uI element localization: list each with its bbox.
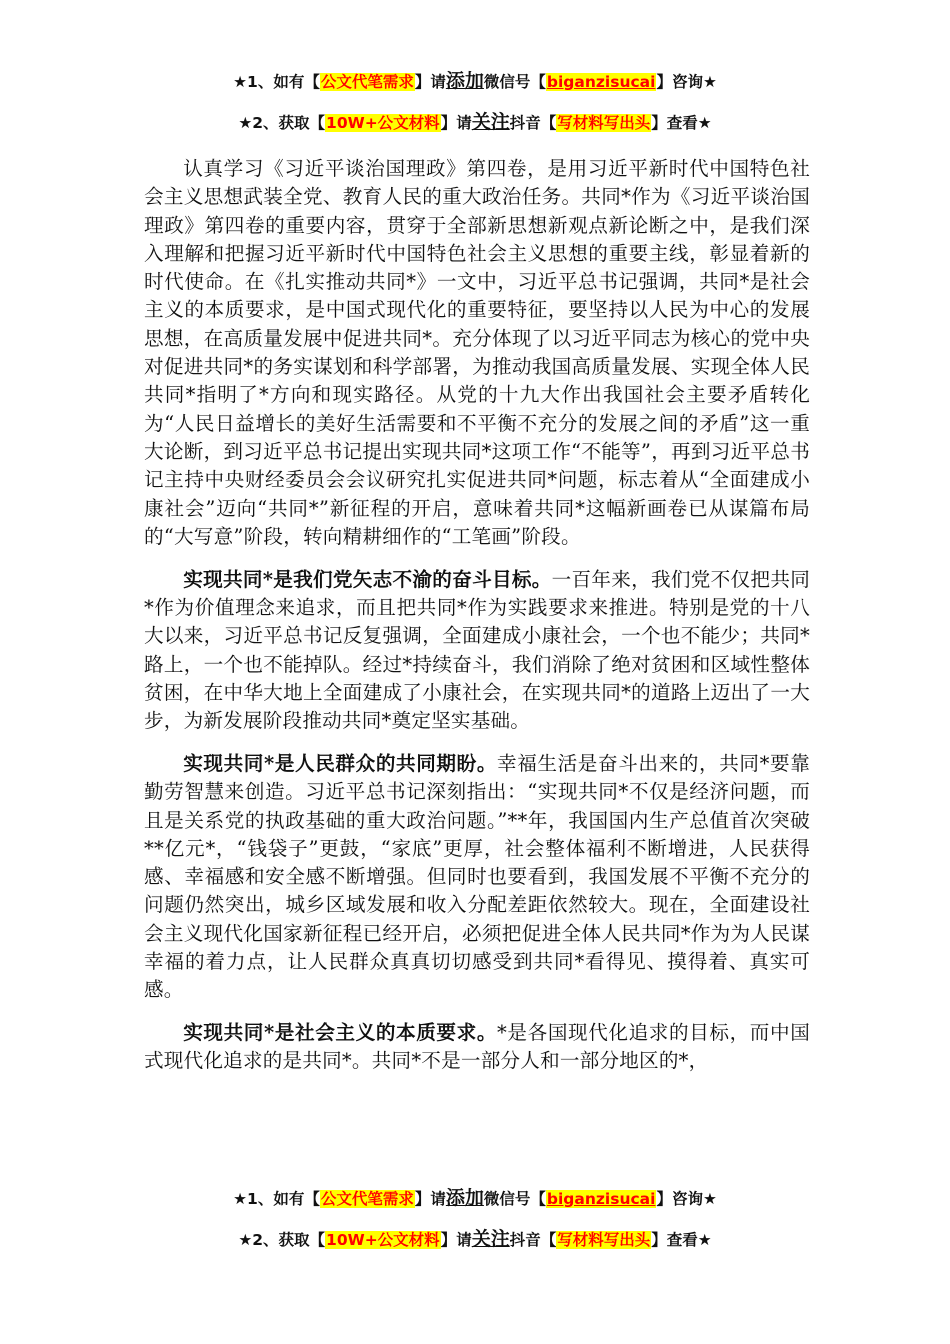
ad-emphasis: 关注	[471, 111, 510, 133]
ad-text: ★2、获取【	[238, 114, 326, 132]
ad-text: 抖音【	[509, 114, 557, 132]
footer-ad-line-1	[0, 1187, 950, 1210]
ad-text: 】请	[414, 73, 446, 91]
article-body	[144, 155, 810, 1090]
paragraph-intro: 认真学习《习近平谈治国理政》第四卷，是用习近平新时代中国特色社会主义思想武装全党、教育人民的重大政治任务。共同*作为《习近平谈治国理政》第四卷的重要内容，贯穿于全部新思想新观点新论断之中，是我们深入理解和把握习近平新时代中国特色社会主义思想的重要主线，彰显着新的时代使命。在《扎实推动共同*》一文中，习近平总书记强调，共同*是社会主义的本质要求，是中国式现代化的重要特征，要坚持以人民为中心的发展思想，在高质量发展中促进共同*。充分体现了以习近平同志为核心的党中央对促进共同*的务实谋划和科学部署，为推动我国高质量发展、实现全体人民共同*指明了*方向和现实路径。从党的十九大作出我国社会主要矛盾转化为“人民日益增长的美好生活需要和不平衡不充分的发展之间的矛盾”这一重大论断，到习近平总书记提出实现共同*这项工作“不能等”，再到习近平总书记主持中央财经委员会会议研究扎实促进共同*问题，标志着从“全面建成小康社会”迈向“共同*”新征程的开启，意味着共同*这幅新画卷已从谋篇布局的“大写意”阶段，转向精耕细作的“工笔画”阶段。	[144, 157, 810, 548]
ad-text: ★1、如有【	[233, 73, 320, 91]
ad-text: 】咨询★	[656, 1190, 717, 1208]
ad-emphasis: 添加	[445, 1187, 484, 1209]
paragraph-essence	[144, 1019, 810, 1076]
paragraph-lead: 实现共同*是人民群众的共同期盼。	[183, 751, 498, 775]
ad-text: 】咨询★	[656, 73, 717, 91]
paragraph-text: 一百年来，我们党不仅把共同*作为价值理念来追求，而且把共同*作为实践要求来推进。特别是党的十八大以来，习近平总书记反复强调，全面建成小康社会，一个也不能少；共同*路上，一个也不能掉队。经过*持续奋斗，我们消除了绝对贫困和区域性整体贫困，在中华大地上全面建成了小康社会，在实现共同*的道路上迈出了一大步，为新发展阶段推动共同*奠定坚实基础。	[144, 567, 810, 733]
paragraph-expectation	[144, 750, 810, 1005]
ad-text: 抖音【	[509, 1231, 557, 1249]
ad-text: 】查看★	[651, 114, 712, 132]
ad-text: 】请	[440, 114, 472, 132]
ad-highlight: 10W+公文材料	[326, 1231, 440, 1249]
wechat-id-link[interactable]: biganzisucai	[546, 1190, 656, 1208]
ad-text: 微信号【	[483, 1190, 546, 1208]
ad-text: ★2、获取【	[238, 1231, 326, 1249]
paragraph-lead: 实现共同*是我们党矢志不渝的奋斗目标。	[183, 567, 552, 591]
header-ad-line-2	[0, 111, 950, 134]
ad-text: 微信号【	[483, 73, 546, 91]
paragraph-text: 幸福生活是奋斗出来的，共同*要靠勤劳智慧来创造。习近平总书记深刻指出：“实现共同*不仅是经济问题，而且是关系党的执政基础的重大政治问题。”**年，我国国内生产总值首次突破**亿元*，“钱袋子”更鼓，“家底”更厚，社会整体福利不断增进，人民获得感、幸福感和安全感不断增强。但同时也要看到，我国发展不平衡不充分的问题仍然突出，城乡区域发展和收入分配差距依然较大。现在，全面建设社会主义现代化国家新征程已经开启，必须把促进全体人民共同*作为为人民谋幸福的着力点，让人民群众真真切切感受到共同*看得见、摸得着、真实可感。	[144, 751, 810, 1002]
paragraph-lead: 实现共同*是社会主义的本质要求。	[183, 1021, 498, 1045]
ad-emphasis: 添加	[445, 70, 484, 92]
ad-highlight: 写材料写出头	[557, 1231, 651, 1249]
ad-text: 】查看★	[651, 1231, 712, 1249]
ad-text: 】请	[440, 1231, 472, 1249]
paragraph-text: *是各国现代化追求的目标，而中国式现代化追求的是共同*。共同*不是一部分人和一部分地区的*，	[144, 1021, 810, 1073]
ad-highlight: 写材料写出头	[557, 114, 651, 132]
header-ad-line-1	[0, 70, 950, 93]
ad-highlight: 10W+公文材料	[326, 114, 440, 132]
ad-text: 】请	[414, 1190, 446, 1208]
ad-emphasis: 关注	[471, 1228, 510, 1250]
ad-highlight: 公文代笔需求	[320, 73, 414, 91]
ad-text: ★1、如有【	[233, 1190, 320, 1208]
paragraph-goal	[144, 566, 810, 736]
wechat-id-link[interactable]: biganzisucai	[546, 73, 656, 91]
ad-highlight: 公文代笔需求	[320, 1190, 414, 1208]
footer-ad-line-2	[0, 1228, 950, 1251]
